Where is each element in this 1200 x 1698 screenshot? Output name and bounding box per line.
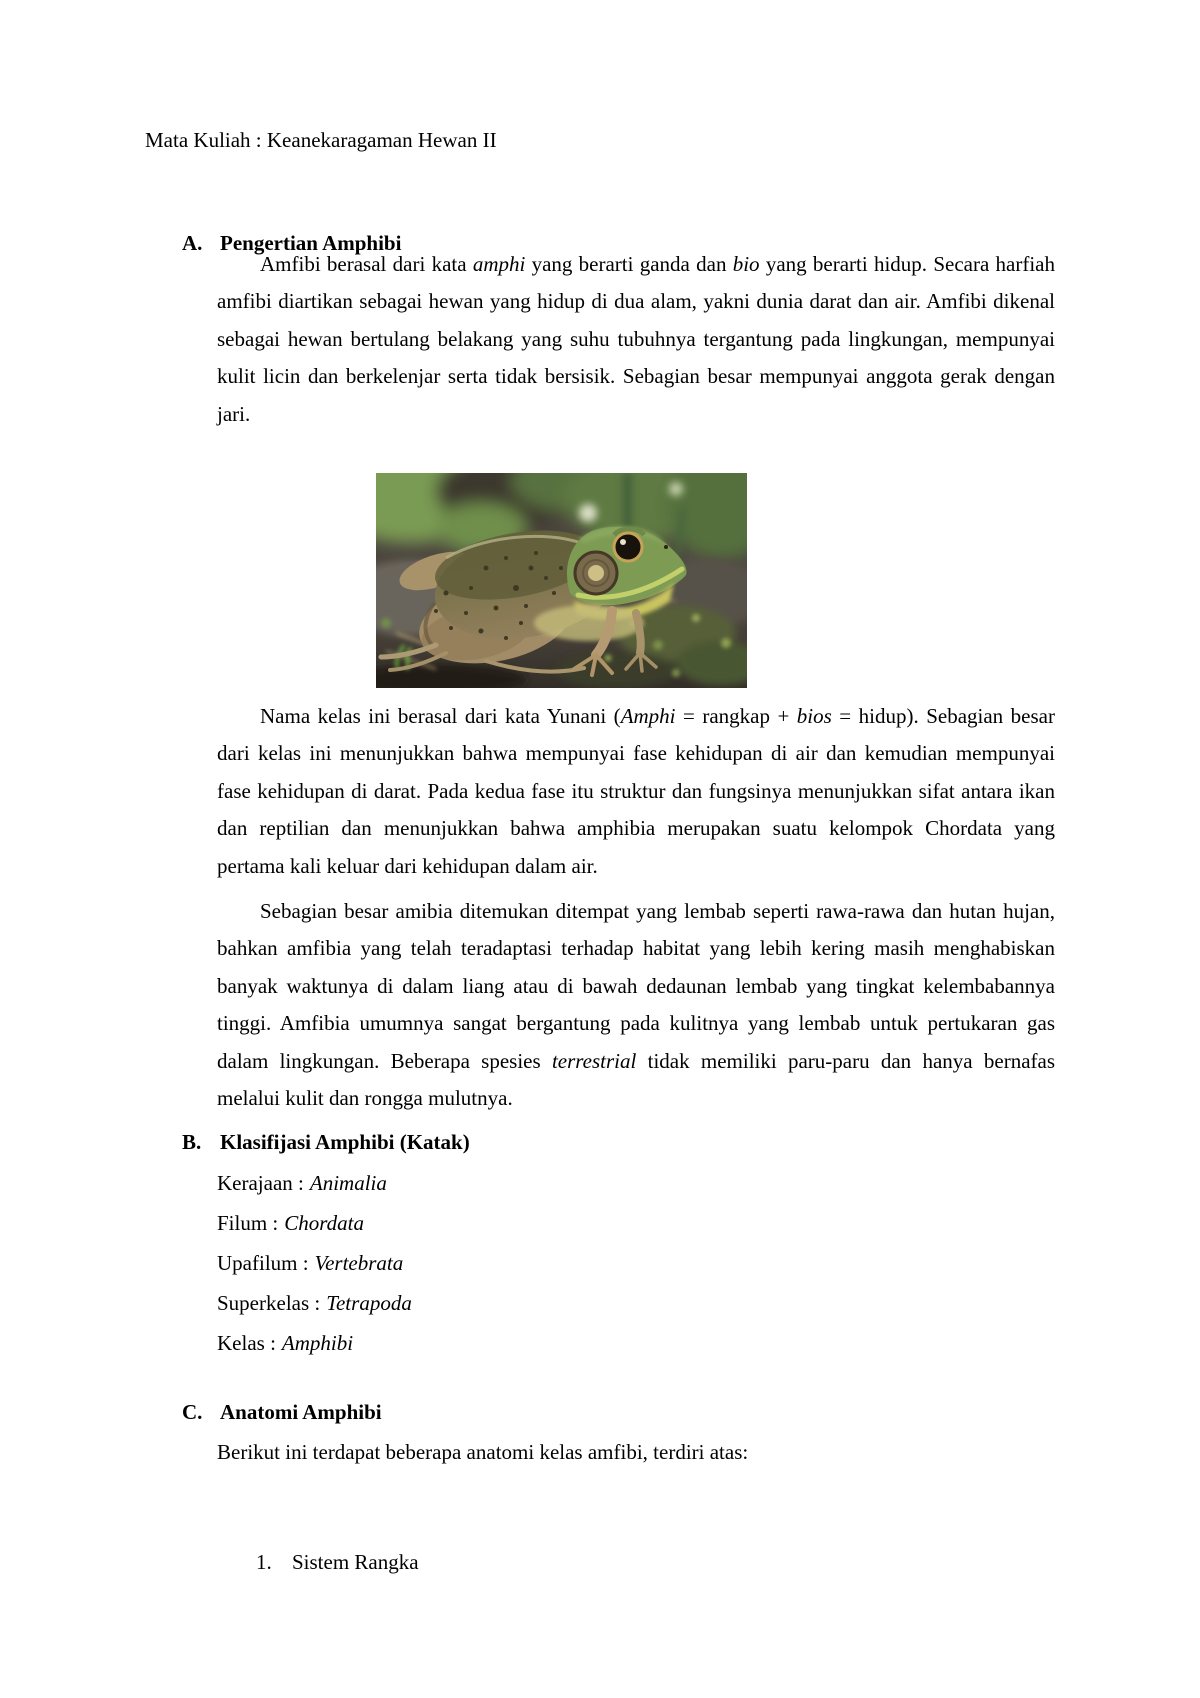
section-b-letter: B. [182,1130,202,1154]
list-number: 1. [256,1550,272,1574]
section-c-title: Anatomi Amphibi [220,1400,382,1424]
frog-photo-illustration [376,473,747,688]
section-b-heading [182,1130,470,1155]
classification-value: Tetrapoda [326,1291,412,1315]
classification-value: Amphibi [281,1331,354,1355]
classification-row [217,1203,412,1243]
paragraph-nama-kelas: Nama kelas ini berasal dari kata Yunani (Amphi = rangkap + bios = hidup). Sebagian besar dari kelas ini menunjukkan bahwa mempunyai fase kehidupan di air dan kemudian mempunyai fase kehidupan di darat. Pada kedua fase itu struktur dan fungsinya menunjukkan sifat antara ikan dan reptilian dan menunjukkan bahwa amphibia merupakan suatu kelompok Chordata yang pertama kali keluar dari kehidupan dalam air. [217,704,1055,878]
classification-list [217,1163,412,1363]
section-a-letter: A. [182,231,203,255]
classification-row [217,1323,412,1363]
classification-row [217,1163,412,1203]
section-b-title: Klasifijasi Amphibi (Katak) [220,1130,470,1154]
classification-label: Filum : [217,1211,279,1235]
paragraph-pengertian: Amfibi berasal dari kata amphi yang berarti ganda dan bio yang berarti hidup. Secara harfiah amfibi diartikan sebagai hewan yang hidup di dua alam, yakni dunia darat dan air. Amfibi dikenal sebagai hewan bertulang belakang yang suhu tubuhnya tergantung pada lingkungan, mempunyai kulit licin dan berkelenjar serta tidak bersisik. Sebagian besar mempunyai anggota gerak dengan jari. [217,252,1055,426]
classification-label: Kelas : [217,1331,276,1355]
section-a-title: Pengertian Amphibi [220,231,402,255]
anatomy-intro: Berikut ini terdapat beberapa anatomi kelas amfibi, terdiri atas: [217,1440,749,1464]
classification-value: Animalia [309,1171,387,1195]
section-c-heading [182,1400,382,1425]
section-c-letter: C. [182,1400,203,1424]
frog-photo [376,473,747,688]
anatomy-list-item [256,1550,419,1575]
classification-value: Vertebrata [314,1251,404,1275]
paragraph-habitat: Sebagian besar amibia ditemukan ditempat yang lembab seperti rawa-rawa dan hutan hujan, bahkan amfibia yang telah teradaptasi terhadap habitat yang lebih kering masih menghabiskan banyak waktunya di dalam liang atau di bawah dedaunan lembab yang tingkat kelembabannya tinggi. Amfibia umumnya sangat bergantung pada kulitnya yang lembab untuk pertukaran gas dalam lingkungan. Beberapa spesies terrestrial tidak memiliki paru-paru dan hanya bernafas melalui kulit dan rongga mulutnya. [217,899,1056,1111]
classification-label: Superkelas : [217,1291,321,1315]
classification-label: Kerajaan : [217,1171,304,1195]
list-text: Sistem Rangka [292,1550,419,1574]
classification-value: Chordata [284,1211,365,1235]
classification-row [217,1283,412,1323]
classification-row [217,1243,412,1283]
course-title: Mata Kuliah : Keanekaragaman Hewan II [145,128,497,152]
classification-label: Upafilum : [217,1251,309,1275]
